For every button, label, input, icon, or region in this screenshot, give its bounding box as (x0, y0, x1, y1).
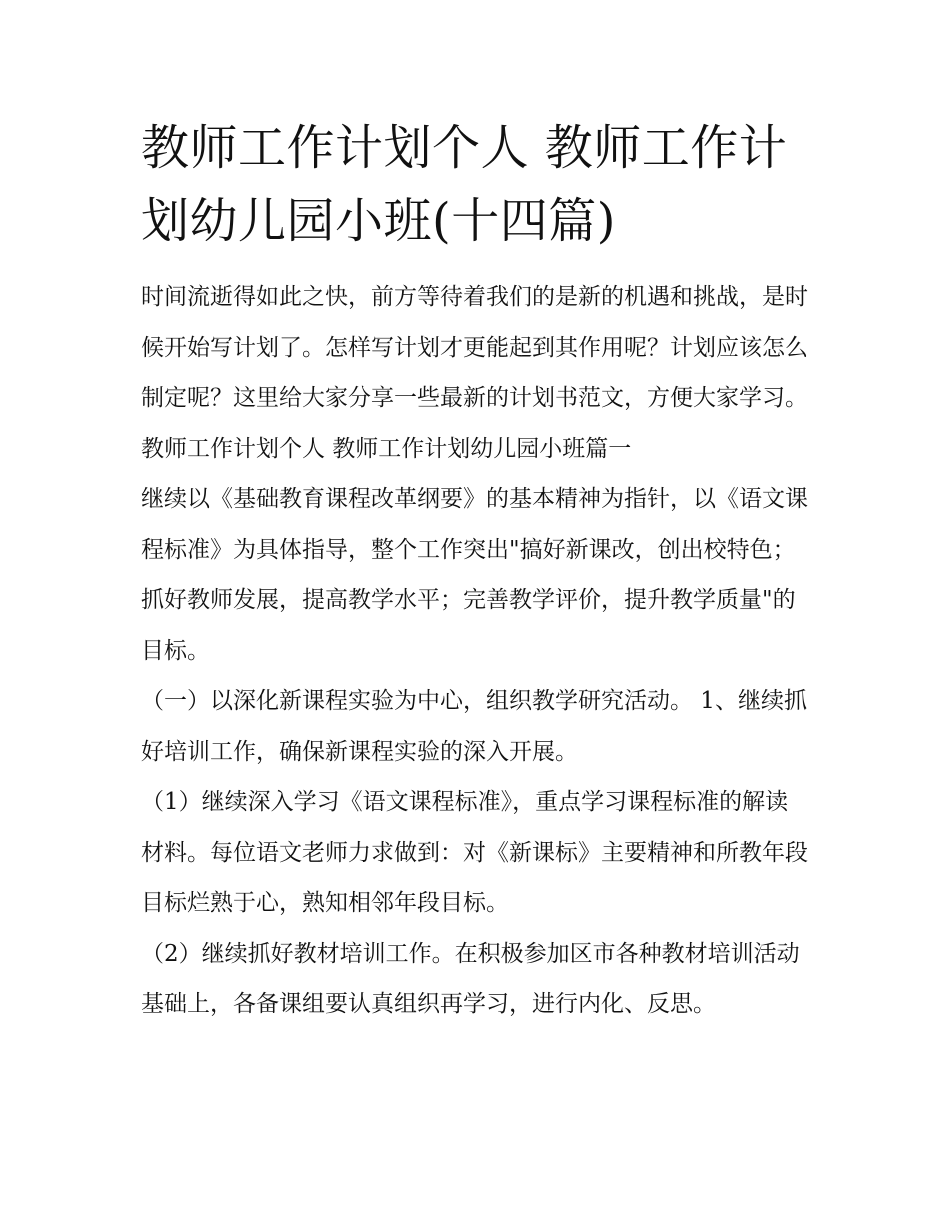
section-heading: 教师工作计划个人 教师工作计划幼儿园小班篇一 (141, 435, 632, 462)
body-paragraph: （2）继续抓好教材培训工作。在积极参加区市各种教材培训活动基础上，各备课组要认真组织再学习，进行内化、反思。 (141, 940, 800, 1017)
document-body (141, 272, 811, 1030)
document-title: 教师工作计划个人 教师工作计划幼儿园小班(十四篇) (141, 120, 788, 249)
intro-paragraph: 时间流逝得如此之快，前方等待着我们的是新的机遇和挑战，是时候开始写计划了。怎样写计划才更能起到其作用呢？计划应该怎么制定呢？这里给大家分享一些最新的计划书范文，方便大家学习。 (141, 284, 808, 411)
body-paragraph: （1）继续深入学习《语文课程标准》，重点学习课程标准的解读材料。每位语文老师力求做到：对《新课标》主要精神和所教年段目标烂熟于心，熟知相邻年段目标。 (141, 789, 808, 916)
document-page (141, 112, 811, 1030)
body-paragraph: （一）以深化新课程实验为中心，组织教学研究活动。 1、继续抓好培训工作，确保新课程实验的深入开展。 (141, 688, 807, 765)
body-paragraph: 继续以《基础教育课程改革纲要》的基本精神为指针，以《语文课程标准》为具体指导，整个工作突出"搞好新课改，创出校特色；抓好教师发展，提高教学水平；完善教学评价，提升教学质量"的目标。 (141, 486, 808, 664)
